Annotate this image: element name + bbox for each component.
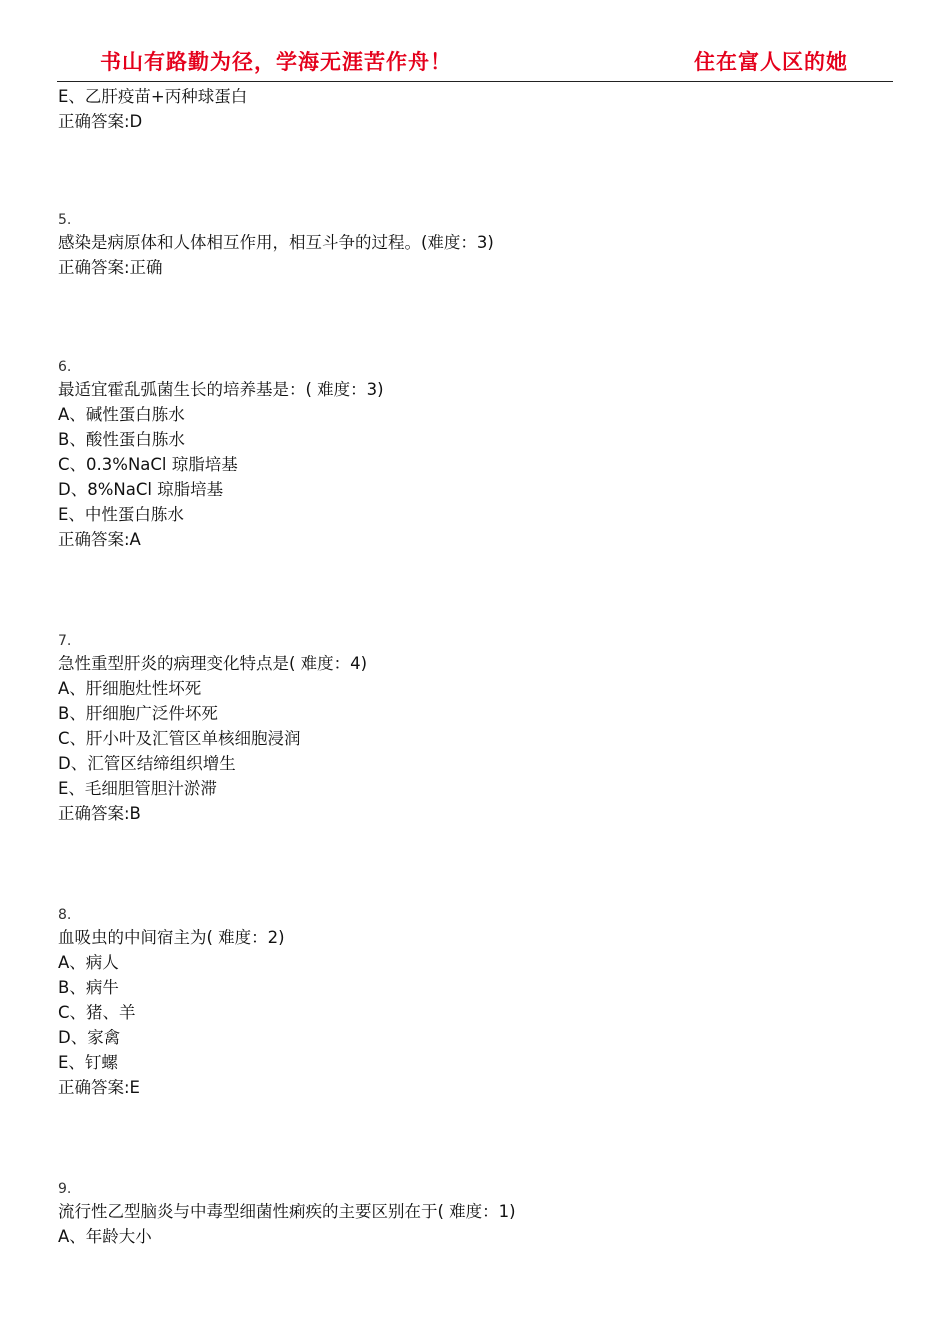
question-5 xyxy=(58,210,898,280)
header-motto: 书山有路勤为径，学海无涯苦作舟！ xyxy=(100,49,452,74)
question-stem: 急性重型肝炎的病理变化特点是( 难度：4) xyxy=(58,654,368,673)
page-header xyxy=(0,0,950,84)
question-7 xyxy=(58,631,898,826)
lead-answer: 正确答案:D xyxy=(58,112,143,131)
header-author: 住在富人区的她 xyxy=(694,49,848,74)
question-number: 9. xyxy=(58,1181,72,1197)
header-divider xyxy=(57,81,893,82)
question-answer: 正确答案:B xyxy=(58,804,141,823)
option: E、毛细胆管胆汁淤滞 xyxy=(58,779,217,798)
question-number: 7. xyxy=(58,633,72,649)
option: D、8%NaCl 琼脂培基 xyxy=(58,480,224,499)
option: A、碱性蛋白胨水 xyxy=(58,405,185,424)
question-number: 6. xyxy=(58,359,72,375)
question-9 xyxy=(58,1179,898,1249)
option: E、钉螺 xyxy=(58,1053,118,1072)
option: C、肝小叶及汇管区单核细胞浸润 xyxy=(58,729,301,748)
option: E、中性蛋白胨水 xyxy=(58,505,184,524)
option: A、肝细胞灶性坏死 xyxy=(58,679,202,698)
question-list xyxy=(58,84,898,1249)
question-answer: 正确答案:正确 xyxy=(58,258,163,277)
option: B、肝细胞广泛件坏死 xyxy=(58,704,218,723)
option: C、0.3%NaCl 琼脂培基 xyxy=(58,455,238,474)
option: C、猪、羊 xyxy=(58,1003,136,1022)
question-number: 5. xyxy=(58,212,72,228)
option: D、家禽 xyxy=(58,1028,121,1047)
question-stem: 最适宜霍乱弧菌生长的培养基是：( 难度：3) xyxy=(58,380,384,399)
option: B、病牛 xyxy=(58,978,119,997)
question-stem: 血吸虫的中间宿主为( 难度：2) xyxy=(58,928,285,947)
option: A、病人 xyxy=(58,953,119,972)
question-number: 8. xyxy=(58,907,72,923)
question-answer: 正确答案:E xyxy=(58,1078,140,1097)
lead-option: E、乙肝疫苗+丙种球蛋白 xyxy=(58,87,248,106)
question-stem: 感染是病原体和人体相互作用，相互斗争的过程。(难度：3) xyxy=(58,233,494,252)
question-stem: 流行性乙型脑炎与中毒型细菌性痢疾的主要区别在于( 难度：1) xyxy=(58,1202,516,1221)
question-8 xyxy=(58,905,898,1100)
option: A、年龄大小 xyxy=(58,1227,152,1246)
option: B、酸性蛋白胨水 xyxy=(58,430,185,449)
question-answer: 正确答案:A xyxy=(58,530,141,549)
option: D、汇管区结缔组织增生 xyxy=(58,754,236,773)
question-6 xyxy=(58,357,898,552)
